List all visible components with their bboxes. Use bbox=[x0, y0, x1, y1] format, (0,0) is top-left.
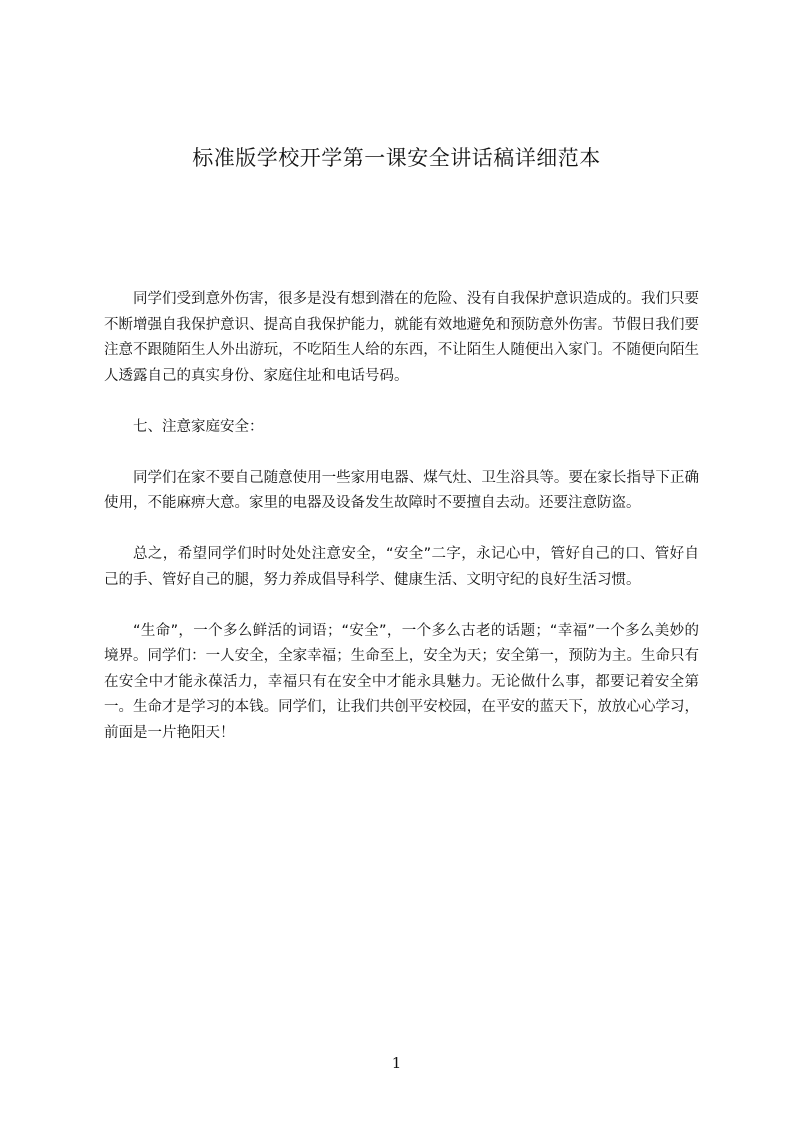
document-body bbox=[104, 287, 699, 772]
section-heading-home-safety: 七、注意家庭安全： bbox=[133, 418, 264, 435]
paragraph-summary: 总之，希望同学们时时处处注意安全，“安全”二字，永记心中，管好自己的口、管好自己的手、管好自己的腿，努力养成倡导科学、健康生活、文明守纪的良好生活习惯。 bbox=[104, 546, 699, 588]
paragraph-personal-safety: 同学们受到意外伤害，很多是没有想到潜在的危险、没有自我保护意识造成的。我们只要不断增强自我保护意识、提高自我保护能力，就能有效地避免和预防意外伤害。节假日我们要注意不跟随陌生人外出游玩，不吃陌生人给的东西，不让陌生人随便出入家门。不随便向陌生人透露自己的真实身份、家庭住址和电话号码。 bbox=[104, 291, 699, 384]
page-number: 1 bbox=[391, 1054, 402, 1072]
paragraph-closing: “生命”，一个多么鲜活的词语；“安全”，一个多么古老的话题；“幸福”一个多么美妙的境界。同学们：一人安全，全家幸福；生命至上，安全为天；安全第一，预防为主。生命只有在安全中才能永葆活力，幸福只有在安全中才能永具魅力。无论做什么事，都要记着安全第一。生命才是学习的本钱。同学们，让我们共创平安校园，在平安的蓝天下，放放心心学习，前面是一片艳阳天！ bbox=[104, 622, 699, 741]
paragraph-home-safety: 同学们在家不要自己随意使用一些家用电器、煤气灶、卫生浴具等。要在家长指导下正确使用，不能麻痹大意。家里的电器及设备发生故障时不要擅自去动。还要注意防盗。 bbox=[104, 469, 699, 511]
document-title: 标准版学校开学第一课安全讲话稿详细范本 bbox=[192, 146, 601, 170]
